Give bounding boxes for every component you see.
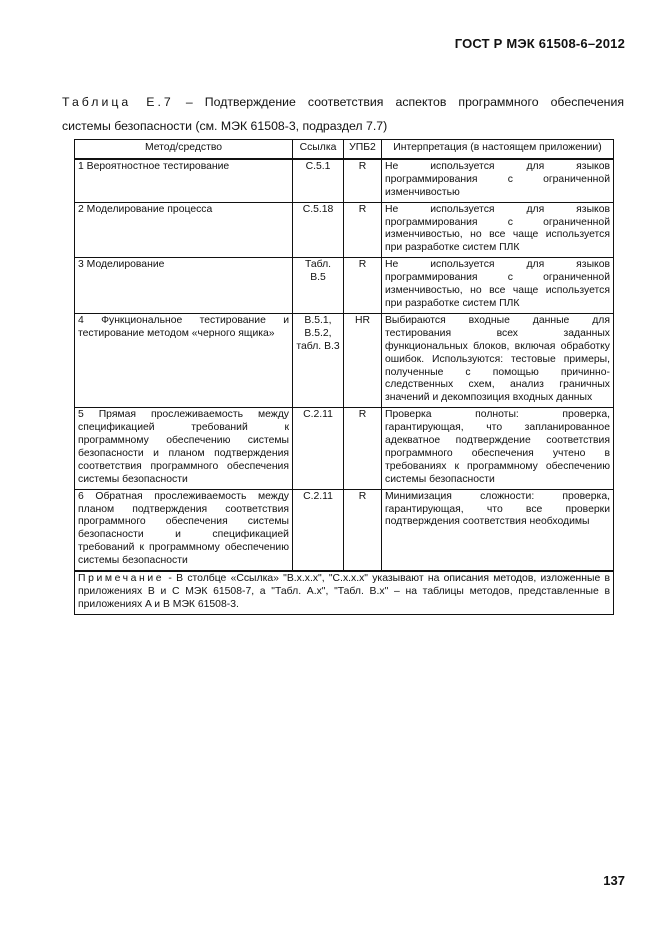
table-row [75,489,614,571]
column-header-ref: Ссылка [293,140,344,159]
note-text: - В столбце «Ссылка» "B.x.x.x", "C.x.x.x" указывают на описания методов, изложенные в приложениях B и C МЭК 61508-7, а "Табл. A.x", "Табл. B.x" – на таблицы методов, представленные в приложениях A и B МЭК 61508-3. [78,573,611,610]
method-cell: 5 Прямая прослеживаемость между спецификацией требований к программному обеспечению системы безопасности и планом подтверждения соответствия программного обеспечения системы безопасности [75,408,293,489]
caption-label: Таблица Е.7 [62,95,174,109]
document-code: ГОСТ Р МЭК 61508-6–2012 [454,36,625,51]
sil-cell: R [344,258,382,314]
column-header-sil: УПБ2 [344,140,382,159]
ref-cell: Табл. B.5 [293,258,344,314]
table-row [75,258,614,314]
ref-cell: C.2.11 [293,489,344,571]
table-header-row [75,140,614,159]
sil-cell: R [344,408,382,489]
interpretation-cell: Не используется для языков программирования с ограниченной изменчивостью [382,159,614,202]
table-note [75,571,614,614]
method-cell: 2 Моделирование процесса [75,202,293,258]
interpretation-cell: Не используется для языков программирования с ограниченной изменчивостью, но все чаще используется при разработке систем ПЛК [382,202,614,258]
sil-cell: HR [344,313,382,407]
verification-methods-table [74,139,614,615]
caption-line-2: системы безопасности (см. МЭК 61508-3, подраздел 7.7) [62,119,388,133]
table-row [75,408,614,489]
interpretation-cell: Проверка полноты: проверка, гарантирующая, что запланированное адекватное подтверждение соответствия программного обеспечения учтено в требованиях к программному обеспечению системы безопасности [382,408,614,489]
method-cell: 4 Функциональное тестирование и тестирование методом «черного ящика» [75,313,293,407]
method-cell: 3 Моделирование [75,258,293,314]
column-header-method: Метод/средство [75,140,293,159]
ref-cell: C.5.18 [293,202,344,258]
caption-line-1 [62,90,624,114]
caption-dash: – [185,95,193,109]
sil-cell: R [344,489,382,571]
ref-cell: C.5.1 [293,159,344,202]
sil-cell: R [344,159,382,202]
sil-cell: R [344,202,382,258]
column-header-interpretation: Интерпретация (в настоящем приложении) [382,140,614,159]
ref-cell: B.5.1, B.5.2, табл. B.3 [293,313,344,407]
note-label: Примечание [78,573,165,585]
table-row [75,159,614,202]
table-note-row [75,571,614,614]
table-row [75,202,614,258]
caption-line-1-text: Подтверждение соответствия аспектов программного обеспечения [204,95,624,109]
method-cell: 6 Обратная прослеживаемость между планом подтверждения соответствия программного обеспечения системы безопасности и спецификацией требований к программному обеспечению системы безопасности [75,489,293,571]
ref-cell: C.2.11 [293,408,344,489]
interpretation-cell: Выбираются входные данные для тестирования всех заданных функциональных блоков, включая обработку ошибок. Используются: тестовые примеры, полученные с помощью причинно-следственных схем, анализ граничных значений и декомпозиция входных данных [382,313,614,407]
page-number: 137 [603,873,625,888]
interpretation-cell: Не используется для языков программирования с ограниченной изменчивостью, но все чаще используется при разработке систем ПЛК [382,258,614,314]
method-cell: 1 Вероятностное тестирование [75,159,293,202]
table-caption [62,90,624,138]
interpretation-cell: Минимизация сложности: проверка, гарантирующая, что все проверки подтверждения соответствия необходимы [382,489,614,571]
table-row [75,313,614,407]
